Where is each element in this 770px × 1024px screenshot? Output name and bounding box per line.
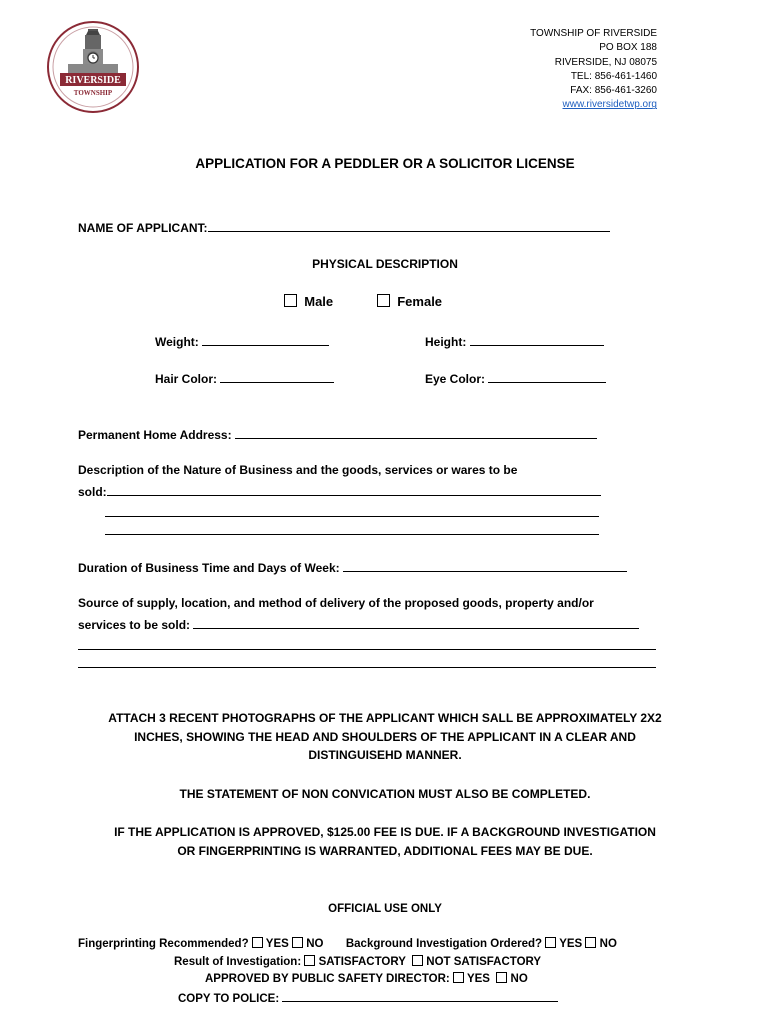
background-yes-checkbox[interactable] [545, 937, 556, 948]
photos-notice-line-3: DISTINGUISEHD MANNER. [308, 748, 462, 762]
fingerprinting-yes-checkbox[interactable] [252, 937, 263, 948]
male-option[interactable] [284, 294, 333, 309]
weight-input-line[interactable] [202, 333, 329, 346]
photos-notice-line-2: INCHES, SHOWING THE HEAD AND SHOULDERS OF THE APPLICANT IN A CLEAR AND [134, 730, 636, 744]
background-label: Background Investigation Ordered? [345, 938, 543, 950]
hair-color-row [155, 370, 334, 386]
supply-label: Source of supply, location, and method of delivery of the proposed goods, property and/or [78, 596, 594, 610]
height-input-line[interactable] [470, 333, 604, 346]
female-checkbox[interactable] [377, 294, 390, 307]
supply-label-2: services to be sold: [78, 618, 191, 632]
address-line: TEL: 856-461-1460 [570, 70, 657, 82]
approved-no-label: NO [510, 973, 528, 985]
result-row [174, 955, 541, 968]
approved-yes-label: YES [466, 973, 490, 985]
page-title: APPLICATION FOR A PEDDLER OR A SOLICITOR LICENSE [195, 156, 575, 171]
fee-notice-line-1: IF THE APPLICATION IS APPROVED, $125.00 FEE IS DUE. IF A BACKGROUND INVESTIGATION [114, 825, 656, 839]
eye-color-row [425, 370, 606, 386]
name-label: NAME OF APPLICANT: [78, 221, 208, 235]
name-input-line[interactable] [208, 219, 610, 232]
fingerprinting-row [78, 937, 617, 950]
background-yes-label: YES [559, 938, 583, 950]
background-no-checkbox[interactable] [585, 937, 596, 948]
supply-input-line-2[interactable] [78, 649, 656, 650]
hair-color-input-line[interactable] [220, 370, 334, 383]
riverside-township-logo [46, 20, 140, 114]
address-line: PO BOX 188 [599, 42, 657, 54]
fingerprinting-yes-label: YES [265, 938, 289, 950]
supply-input-line-3[interactable] [78, 667, 656, 668]
male-label: Male [304, 294, 334, 309]
height-row [425, 333, 604, 349]
address-line: FAX: 856-461-3260 [570, 85, 657, 97]
official-use-heading: OFFICIAL USE ONLY [328, 903, 442, 915]
hair-color-label: Hair Color: [155, 372, 218, 386]
height-label: Height: [425, 335, 467, 349]
copy-to-police-label: COPY TO POLICE: [178, 993, 280, 1005]
approved-label: APPROVED BY PUBLIC SAFETY DIRECTOR: [205, 973, 450, 985]
satisfactory-checkbox[interactable] [304, 955, 315, 966]
result-label: Result of Investigation: [174, 956, 302, 968]
duration-row [78, 559, 627, 575]
eye-color-input-line[interactable] [488, 370, 606, 383]
website-link[interactable]: www.riversidetwp.org [562, 99, 657, 111]
approved-row [205, 972, 528, 985]
background-no-label: NO [599, 938, 617, 950]
not-satisfactory-checkbox[interactable] [412, 955, 423, 966]
eye-color-label: Eye Color: [425, 372, 486, 386]
logo-text-township: TOWNSHIP [73, 89, 113, 97]
female-label: Female [397, 294, 443, 309]
male-checkbox[interactable] [284, 294, 297, 307]
weight-row [155, 333, 329, 349]
business-description-row [78, 483, 601, 499]
business-description-input-line-3[interactable] [105, 534, 599, 535]
duration-label: Duration of Business Time and Days of Week: [78, 561, 340, 575]
home-address-input-line[interactable] [235, 426, 597, 439]
home-address-row [78, 426, 597, 442]
physical-description-heading: PHYSICAL DESCRIPTION [312, 257, 458, 271]
address-line: RIVERSIDE, NJ 08075 [554, 56, 657, 68]
satisfactory-label: SATISFACTORY [318, 956, 406, 968]
weight-label: Weight: [155, 335, 199, 349]
fingerprinting-no-label: NO [306, 938, 324, 950]
fingerprinting-label: Fingerprinting Recommended? [78, 938, 249, 950]
photos-notice-line-1: ATTACH 3 RECENT PHOTOGRAPHS OF THE APPLICANT WHICH SALL BE APPROXIMATELY 2X2 [108, 711, 662, 725]
name-field-row [78, 219, 610, 235]
business-description-input-line[interactable] [107, 483, 601, 496]
address-line: TOWNSHIP OF RIVERSIDE [530, 28, 657, 39]
business-description-input-line-2[interactable] [105, 516, 599, 517]
supply-input-line[interactable] [193, 616, 639, 629]
home-address-label: Permanent Home Address: [78, 428, 232, 442]
logo-text-riverside: RIVERSIDE [65, 75, 121, 86]
supply-row [78, 616, 639, 632]
female-option[interactable] [377, 294, 442, 309]
copy-to-police-input-line[interactable] [282, 990, 558, 1002]
duration-input-line[interactable] [343, 559, 627, 572]
fingerprinting-no-checkbox[interactable] [292, 937, 303, 948]
sold-label: sold: [78, 485, 107, 499]
address-block [530, 27, 657, 113]
statement-notice: THE STATEMENT OF NON CONVICATION MUST ALSO BE COMPLETED. [179, 787, 591, 801]
approved-yes-checkbox[interactable] [453, 972, 464, 983]
not-satisfactory-label: NOT SATISFACTORY [426, 956, 542, 968]
fee-notice-line-2: OR FINGERPRINTING IS WARRANTED, ADDITIONAL FEES MAY BE DUE. [177, 844, 593, 858]
copy-to-police-row [178, 990, 558, 1005]
approved-no-checkbox[interactable] [496, 972, 507, 983]
business-description-label: Description of the Nature of Business and the goods, services or wares to be [78, 463, 518, 477]
